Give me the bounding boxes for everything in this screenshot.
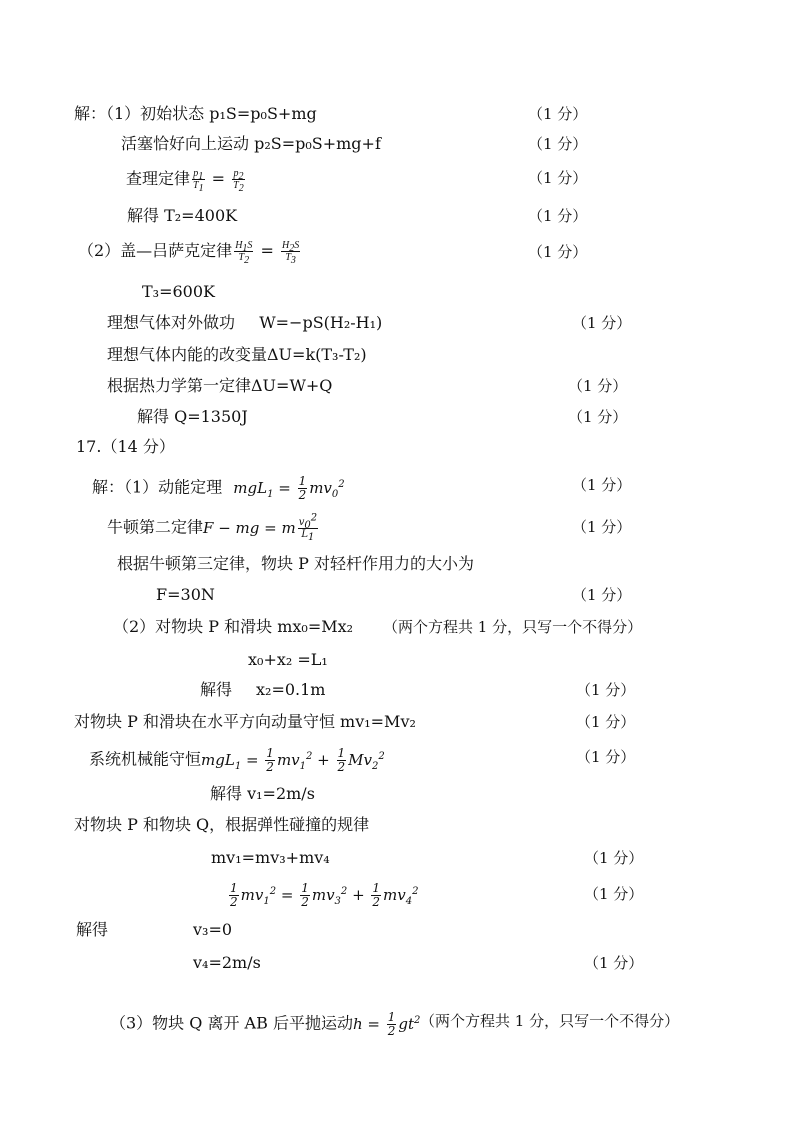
line-first-law: 根据热力学第一定律ΔU=W+Q bbox=[107, 376, 333, 395]
score-1: （1 分） bbox=[528, 105, 588, 123]
score-8: （1 分） bbox=[568, 408, 628, 426]
line-gas-work bbox=[107, 313, 382, 333]
score-6: （1 分） bbox=[572, 314, 632, 332]
question-17-header: 17.（14 分） bbox=[76, 437, 175, 456]
kinetic-theorem-formula: mgL$_1$ = $\frac{1}{2}$ $mv_0^2$ bbox=[233, 474, 345, 502]
line-newton-second-law bbox=[107, 512, 320, 543]
score-12: （1 分） bbox=[576, 681, 636, 699]
score-14: （1 分） bbox=[576, 748, 636, 766]
line-collision-momentum: mv₁=mv₃+mv₄ bbox=[211, 848, 330, 867]
gay-lussac-label: （2）盖—吕萨克定律 bbox=[78, 241, 233, 260]
line-elastic-collision: 对物块 P 和物块 Q，根据弹性碰撞的规律 bbox=[74, 815, 370, 834]
score-2: （1 分） bbox=[528, 135, 588, 153]
energy-conservation-formula: mgL$_1$ = $\frac{1}{2}$ $mv_1^2$ + $\frac{1}{2}$ $Mv_2^2$ bbox=[201, 746, 385, 774]
score-17: （1 分） bbox=[584, 954, 644, 972]
line-collision-energy bbox=[227, 882, 419, 909]
line-kinetic-energy-theorem bbox=[92, 475, 345, 502]
line-t3: T₃=600K bbox=[142, 282, 215, 301]
line-solve-v4: v₄=2m/s bbox=[193, 953, 261, 972]
fraction-p1-t1: $\frac{p_1}{T_1}$ bbox=[193, 168, 204, 194]
line-horizontal-momentum: 对物块 P 和滑块在水平方向动量守恒 mv₁=Mv₂ bbox=[74, 712, 416, 731]
projectile-label: （3）物块 Q 离开 AB 后平抛运动 bbox=[110, 1013, 353, 1033]
charles-law-label: 查理定律 bbox=[126, 169, 191, 188]
scoring-note-1: （两个方程共 1 分，只写一个不得分） bbox=[383, 618, 643, 636]
line-solve-x2: x₂=0.1m bbox=[256, 680, 326, 699]
score-11: （1 分） bbox=[572, 586, 632, 604]
newton-second-label: 牛顿第二定律 bbox=[107, 517, 204, 537]
score-16: （1 分） bbox=[584, 885, 644, 903]
line-initial-state: 解：（1）初始状态 p₁S=p₀S+mg bbox=[74, 104, 317, 123]
line-energy-conservation bbox=[89, 747, 385, 774]
collision-energy-formula: $\frac{1}{2}$ $mv_1^2$ = $\frac{1}{2}$ $mv_3^2$ + $\frac{1}{2}$ $mv_4^2$ bbox=[230, 881, 419, 909]
line-displacement-sum: x₀+x₂ =L₁ bbox=[248, 650, 328, 669]
score-9: （1 分） bbox=[572, 476, 632, 494]
score-5: （1 分） bbox=[528, 243, 588, 261]
line-piston-moving: 活塞恰好向上运动 p₂S=p₀S+mg+f bbox=[121, 134, 381, 153]
line-charles-law: 查理定律 $\frac{p_1}{T_1}$ = $\frac{p_2}{T_2}$ bbox=[126, 168, 244, 194]
score-3: （1 分） bbox=[528, 169, 588, 187]
line-solve-q: 解得 Q=1350J bbox=[137, 407, 248, 426]
kinetic-theorem-label: 解：（1）动能定理 bbox=[92, 477, 223, 497]
line-solve-v3: v₃=0 bbox=[193, 920, 233, 939]
fraction-h1s-t2: $\frac{H_1S}{T_2}$ bbox=[235, 240, 253, 266]
line-internal-energy: 理想气体内能的改变量ΔU=k(T₃-T₂) bbox=[107, 345, 367, 364]
line-projectile-motion bbox=[110, 1011, 420, 1038]
projectile-formula: h = $\frac{1}{2}$ $gt^2$ bbox=[352, 1010, 421, 1038]
line-solve-label: 解得 bbox=[76, 920, 109, 939]
scoring-note-2: （两个方程共 1 分，只写一个不得分） bbox=[420, 1012, 680, 1030]
fraction-p2-t2: $\frac{p_2}{T_2}$ bbox=[233, 168, 244, 194]
line-solve-x2-label: 解得 bbox=[200, 680, 233, 699]
score-4: （1 分） bbox=[528, 207, 588, 225]
newton-second-formula: F − mg = m $\frac{v_0^2}{L_1}$ bbox=[203, 512, 318, 543]
score-13: （1 分） bbox=[576, 713, 636, 731]
line-part2-momentum: （2）对物块 P 和滑块 mx₀=Mx₂ bbox=[113, 617, 354, 636]
line-gay-lussac-law: （2）盖—吕萨克定律 $\frac{H_1S}{T_2}$ = $\frac{H_2S}{T_3}$ bbox=[78, 240, 300, 266]
gas-work-label: 理想气体对外做功 bbox=[107, 313, 236, 332]
energy-conservation-label: 系统机械能守恒 bbox=[89, 749, 202, 769]
score-7: （1 分） bbox=[568, 377, 628, 395]
line-force-result: F=30N bbox=[156, 585, 215, 604]
score-15: （1 分） bbox=[584, 849, 644, 867]
fraction-h2s-t3: $\frac{H_2S}{T_3}$ bbox=[282, 240, 300, 266]
gas-work-formula: W=−pS(H₂-H₁) bbox=[259, 313, 383, 332]
score-10: （1 分） bbox=[572, 518, 632, 536]
line-solve-t2: 解得 T₂=400K bbox=[127, 206, 238, 225]
line-newton-third-law: 根据牛顿第三定律，物块 P 对轻杆作用力的大小为 bbox=[117, 554, 474, 573]
line-solve-v1: 解得 v₁=2m/s bbox=[210, 784, 315, 803]
